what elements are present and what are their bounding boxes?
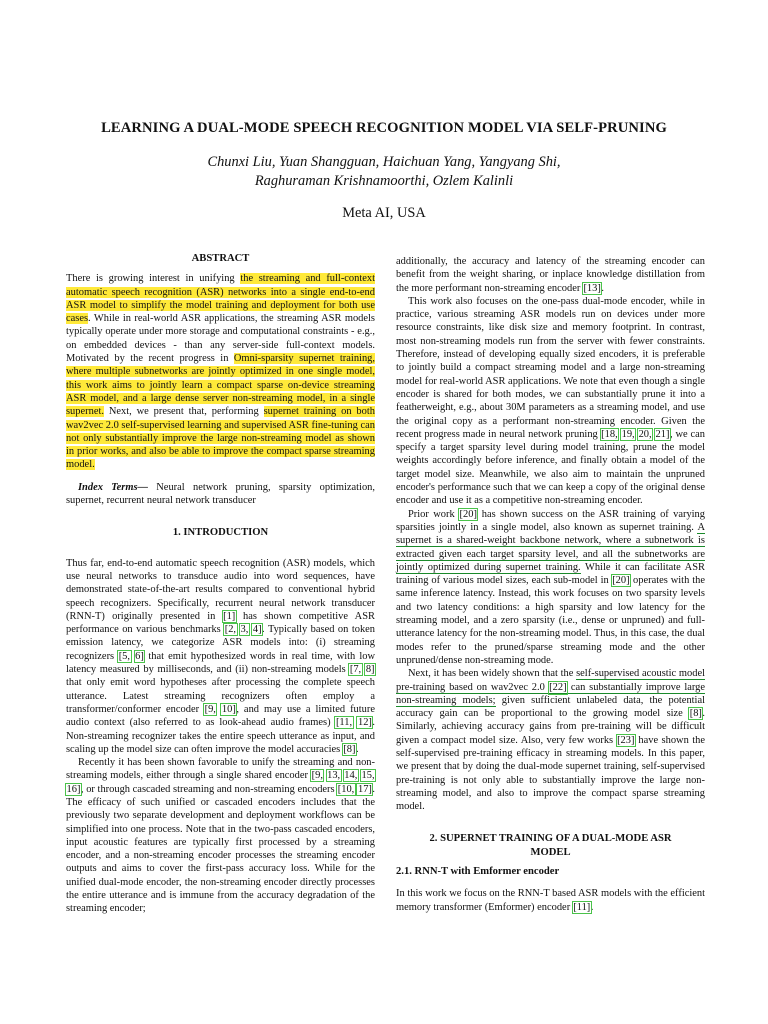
citation-link[interactable]: 8] [365, 664, 375, 676]
citation-link[interactable]: [11, [335, 717, 353, 729]
subsection-heading: 2.1. RNN-T with Emformer encoder [396, 866, 560, 878]
right-column [396, 255, 705, 914]
underline-annotation: self-supervised acoustic model pre-training based on wav2vec 2.0 [396, 668, 705, 693]
body-paragraph: This work also focuses on the one-pass dual-mode encoder, while in practice, various streaming ASR models run on devices under more resource constraints, like disk size and memory footprint. In contrast, most non-streaming models run from the server with fewer constraints. Therefore, instead of developing equally sized encoders, it is preferable to jointly build a compact streaming model and a large non-streaming model for real-world ASR applications. We note that even though a single encoder is shared for both modes, we can substantially prune it into a featherweight, e.g., about 30M parameters as a streaming model, and use the original copy as a performant non-streaming encoder. Given the recent progress made in neural network pruning [18, 19, 20, 21], we can specify a target sparsity level during model training, prune the model weights accordingly before inference, and finally obtain a model of the target model size. Meanwhile, we also aim to maintain the unpruned encoder's performance such that we can keep a copy of the original dense encoder and use it as a competitive non-streaming encoder. [396, 295, 706, 507]
citation-link[interactable]: 6] [135, 650, 144, 662]
citation-link[interactable]: [23] [617, 734, 635, 746]
citation-link[interactable]: 15, [361, 770, 375, 782]
body-paragraph: Prior work [20] has shown success on the ASR training of varying sparsities jointly in a single model, also known as supernet training. A supernet is a shared-weight backbone network, where a subnetwork is extracted given each target sparsity level, and all the subnetworks are jointly optimized during supernet training. While it can facilitate ASR training of various model sizes, each sub-model in [20] operates with the same inference latency. Instead, this work focuses on two sparsity levels and two latency conditions: a high sparsity and low latency for the streaming model, and a zero sparsity (i.e., dense or unpruned) and full-utterance latency for the non-streaming model. Thus, in this case, the dual modes refer to the pruned/sparse streaming mode and the other unpruned/dense non-streaming mode. [396, 508, 705, 666]
citation-link[interactable]: [9, [311, 770, 323, 782]
highlight: Omni-sparsity supernet training, where multiple subnetworks are jointly optimized in one single model, this work aims to jointly learn a compact sparse on-device streaming ASR model, and a large dense server non-streaming model, in a single supernet. [66, 353, 375, 418]
underline-annotation: A supernet is a shared-weight backbone network, where a subnetwork is extracted given each target sparsity level, and all the subnetworks are jointly optimized during supernet training. [396, 521, 705, 573]
paper-title: LEARNING A DUAL-MODE SPEECH RECOGNITION MODEL VIA SELF-PRUNING [101, 120, 667, 136]
citation-link[interactable]: 10] [221, 703, 236, 715]
section-2-heading: 2. SUPERNET TRAINING OF A DUAL-MODE ASR MODEL [429, 833, 672, 858]
citation-link[interactable]: 3, [240, 624, 249, 636]
citation-link[interactable]: [8] [343, 743, 356, 755]
citation-link[interactable]: 14, [344, 770, 358, 782]
citation-link[interactable]: [13] [583, 282, 601, 294]
citation-link[interactable]: [2, [224, 624, 237, 636]
index-terms: Index Terms— Neural network pruning, sparsity optimization, supernet, recurrent neural network transducer [66, 481, 375, 507]
highlight: supernet training on both wav2vec 2.0 self-supervised learning and supervised ASR fine-tuning can not only substantially improve the large non-streaming model as shown in prior works, and also be able to improve the compact sparse streaming model. [66, 406, 375, 471]
citation-link[interactable]: [10, [337, 783, 355, 795]
citation-link[interactable]: 13, [327, 770, 341, 782]
citation-link[interactable]: 4] [252, 624, 262, 636]
citation-link[interactable]: [5, [118, 650, 130, 662]
citation-link[interactable]: 17] [357, 783, 372, 795]
abstract-text: There is growing interest in unifying the streaming and full-context automatic speech recognition (ASR) networks into a single end-to-end ASR model to simplify the model training and deployment for both use cases. While in real-world ASR applications, the streaming ASR models typically operate under more storage and computational constraints - e.g., on embedded devices - than any server-side full-context models. Motivated by the recent progress in Omni-sparsity supernet training, where multiple subnetworks are jointly optimized in one single model, this work aims to jointly learn a compact sparse on-device streaming ASR model, and a large dense server non-streaming model, in a single supernet. Next, we present that, performing supernet training on both wav2vec 2.0 self-supervised learning and supervised ASR fine-tuning can not only substantially improve the large non-streaming model as shown in prior works, and also be able to improve the compact sparse streaming model. [66, 273, 376, 471]
citation-link[interactable]: [7, [349, 664, 362, 676]
citation-link[interactable]: [11] [573, 901, 591, 913]
left-column [66, 252, 375, 916]
authors-line-1: Chunxi Liu, Yuan Shangguan, Haichuan Yang, Yangyang Shi, [207, 154, 561, 170]
citation-link[interactable]: 20, [638, 428, 652, 440]
author-list [60, 153, 708, 191]
body-paragraph: additionally, the accuracy and latency of the streaming encoder can benefit from the weight sharing, or inplace knowledge distillation from the more performant non-streaming encoder [13]. [396, 256, 705, 294]
citation-link[interactable]: 21] [655, 428, 670, 440]
citation-link[interactable]: 16] [66, 783, 81, 795]
citation-link[interactable]: [22] [549, 681, 567, 693]
citation-link[interactable]: 19, [621, 428, 635, 440]
intro-heading: 1. INTRODUCTION [172, 527, 269, 539]
body-paragraph: In this work we focus on the RNN-T based ASR models with the efficient memory transformer (Emformer) encoder [11]. [396, 888, 705, 913]
citation-link[interactable]: 12] [357, 717, 372, 729]
body-paragraph: Next, it has been widely shown that the self-supervised acoustic model pre-training based on wav2vec 2.0 [22] can substantially improve large non-streaming models; given sufficient unlabeled data, the potential accuracy gain can be proportional to the growing model size [8]. Similarly, achieving accuracy gains from pre-training will be difficult given a compact model size. Also, very few works [23] have shown the self-supervised pre-training efficacy in streaming models. In this paper, we present that by doing the dual-mode supernet training, self-supervised pre-training is not only able to substantially improve the large non-streaming model, and also to improve the compact sparse streaming model. [396, 668, 706, 813]
underline-annotation: can substantially improve large non-streaming models; [396, 681, 706, 706]
intro-paragraph-2: Recently it has been shown favorable to unify the streaming and non-streaming models, either through a single shared encoder [9, 13, 14, 15, 16], or through cascaded streaming and non-streaming encoders [10, 17]. The efficacy of such unified or cascaded encoders includes that the previously two separate development and deployment workflows can be simplified into one process. Note that in the two-pass cascaded encoders, input acoustic features are typically first processed by a streaming encoder, and a non-streaming encoder processes the streaming encoder outputs and aims to cover the first-pass accuracy loss. While for the unified dual-mode encoder, the non-streaming encoder directly processes the entire utterance and is immune from the accuracy degradation of the streaming encoder; [66, 757, 375, 915]
authors-line-2: Raghuraman Krishnamoorthi, Ozlem Kalinli [254, 173, 514, 189]
citation-link[interactable]: [20] [459, 508, 477, 520]
citation-link[interactable]: [9, [204, 703, 216, 715]
intro-paragraph-1: Thus far, end-to-end automatic speech recognition (ASR) models, which use neural networks to transduce audio into word sequences, have demonstrated state-of-the-art results compared to conventional hybrid speech recognizers. Specifically, recurrent neural network transducer (RNN-T) originally presented in [1] has shown competitive ASR performance on various benchmarks [2, 3, 4]. Typically based on token emission latency, we categorize ASR models into: (i) streaming recognizers [5, 6] that emit hypothesized words in real time, with low latency measured by milliseconds, and (ii) non-streaming models [7, 8] that only emit word hypotheses after processing the complete speech utterance. Latest streaming recognizers often employ a transformer/conformer encoder [9, 10], and may use a limited future audio context (also referred to as look-ahead audio frames) [11, 12]. Non-streaming recognizer takes the entire speech utterance as input, and scaling up the model size can often improve the model accuracies [8]. [66, 557, 376, 755]
highlight: the streaming and full-context automatic speech recognition (ASR) networks into a single end-to-end ASR model to simplify the model training and deployment for both use cases [66, 273, 376, 325]
citation-link[interactable]: [1] [223, 610, 236, 622]
citation-link[interactable]: [8] [689, 708, 702, 720]
citation-link[interactable]: [20] [612, 575, 630, 587]
abstract-heading: ABSTRACT [191, 253, 250, 264]
affiliation: Meta AI, USA [342, 205, 426, 221]
index-terms-label: Index Terms— [78, 481, 148, 493]
citation-link[interactable]: [18, [601, 428, 618, 440]
